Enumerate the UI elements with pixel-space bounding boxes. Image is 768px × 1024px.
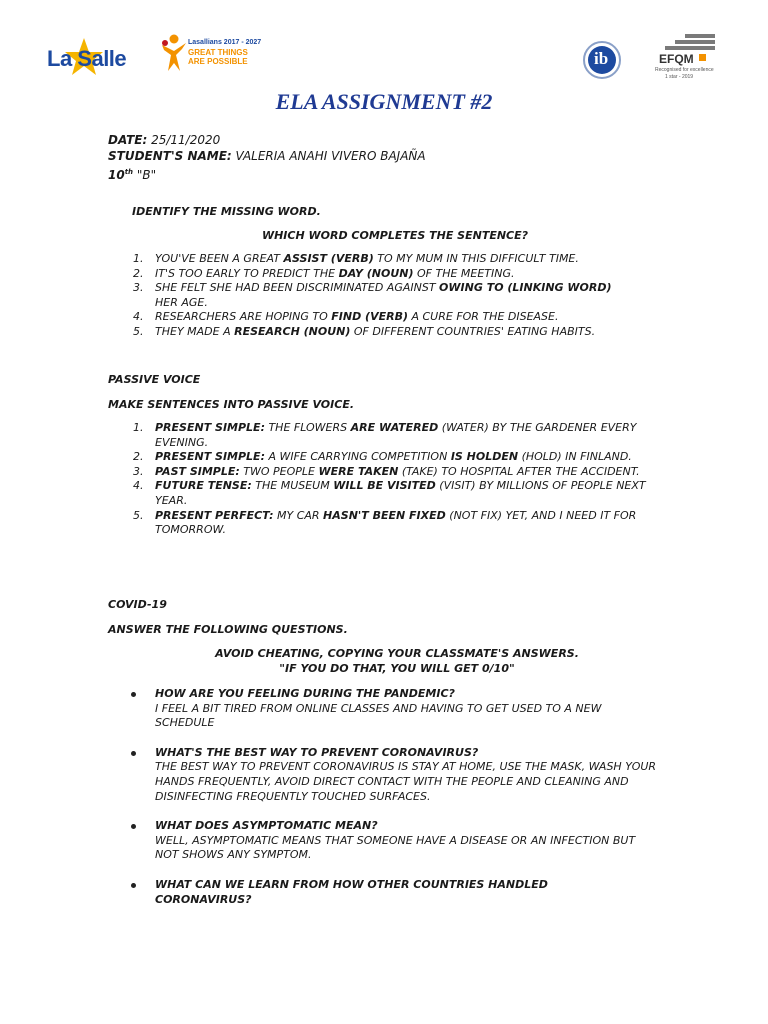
- date-label: DATE:: [108, 133, 148, 147]
- bullet-icon: [131, 824, 136, 829]
- section2-subheading: MAKE SENTENCES INTO PASSIVE VOICE.: [108, 398, 355, 411]
- grade-class: "B": [133, 168, 157, 182]
- lasallians-tagline-2: ARE POSSIBLE: [188, 57, 248, 66]
- question-text: WHAT DOES ASYMPTOMATIC MEAN?: [155, 819, 378, 833]
- section3-heading: COVID-19: [108, 598, 167, 611]
- grade-number: 10: [108, 168, 125, 182]
- page-title: ELA ASSIGNMENT #2: [275, 89, 493, 114]
- passive-voice-list: [133, 421, 660, 538]
- question-text: WHAT'S THE BEST WAY TO PREVENT CORONAVIRUS?: [155, 745, 479, 759]
- warning-line-2: "IF YOU DO THAT, YOU WILL GET 0/10": [279, 661, 515, 675]
- ib-logo: [578, 40, 626, 80]
- answer-text: I FEEL A BIT TIRED FROM ONLINE CLASSES AND HAVING TO GET USED TO A NEW SCHEDULE: [155, 701, 602, 730]
- lasallians-logo-text: Lasallians 2017 - 2027: [188, 39, 262, 46]
- ib-logo-text: ib: [594, 49, 609, 68]
- lasallians-figure-icon: [160, 33, 188, 73]
- date-value: 25/11/2020: [147, 133, 221, 147]
- list-item: [155, 878, 660, 907]
- lasallians-logo: [160, 33, 262, 78]
- list-item: 2. PRESENT SIMPLE: A WIFE CARRYING COMPETITION IS HOLDEN (HOLD) IN FINLAND.: [133, 450, 632, 464]
- list-item: 1. PRESENT SIMPLE: THE FLOWERS ARE WATERED (WATER) BY THE GARDENER EVERY EVENING.: [133, 421, 637, 449]
- date-line: [108, 132, 708, 148]
- list-item: 5. THEY MADE A RESEARCH (NOUN) OF DIFFERENT COUNTRIES' EATING HABITS.: [133, 324, 596, 338]
- answer-text: WELL, ASYMPTOMATIC MEANS THAT SOMEONE HAVE A DISEASE OR AN INFECTION BUT NOT SHOWS ANY SYMPTOM.: [155, 833, 636, 862]
- bullet-icon: [131, 751, 136, 756]
- section1-subheading: WHICH WORD COMPLETES THE SENTENCE?: [261, 229, 529, 242]
- bullet-icon: [131, 692, 136, 697]
- name-value: VALERIA ANAHI VIVERO BAJAÑA: [231, 149, 426, 163]
- list-item: 3. SHE FELT SHE HAD BEEN DISCRIMINATED AGAINST OWING TO (LINKING WORD) HER AGE.: [133, 281, 612, 309]
- header: [0, 0, 768, 95]
- list-item: [155, 819, 660, 863]
- section1-heading: IDENTIFY THE MISSING WORD.: [132, 205, 321, 218]
- cheating-warning: [0, 647, 768, 676]
- question-text: WHAT CAN WE LEARN FROM HOW OTHER COUNTRIES HANDLED CORONAVIRUS?: [155, 877, 548, 906]
- covid-qa-list: [155, 687, 660, 907]
- list-item: 4. RESEARCHERS ARE HOPING TO FIND (VERB) A CURE FOR THE DISEASE.: [133, 310, 559, 324]
- missing-word-list: [133, 252, 635, 340]
- list-item: 1. YOU'VE BEEN A GREAT ASSIST (VERB) TO MY MUM IN THIS DIFFICULT TIME.: [133, 252, 579, 265]
- answer-text: THE BEST WAY TO PREVENT CORONAVIRUS IS STAY AT HOME, USE THE MASK, WASH YOUR HANDS FREQUENTLY, AVOID DIRECT CONTACT WITH THE PEOPLE AND CLEANING AND DISINFECTING FREQUENTLY TOUCHED SURFACES.: [155, 760, 657, 803]
- grade-line: [108, 164, 708, 183]
- efqm-subtitle-2: 1 star - 2019: [665, 74, 694, 80]
- name-label: STUDENT'S NAME:: [108, 149, 232, 163]
- name-line: [108, 148, 708, 164]
- list-item: 3. PAST SIMPLE: TWO PEOPLE WERE TAKEN (TAKE) TO HOSPITAL AFTER THE ACCIDENT.: [133, 464, 640, 478]
- list-item: [155, 746, 660, 804]
- efqm-logo: [655, 34, 715, 89]
- warning-line-1: AVOID CHEATING, COPYING YOUR CLASSMATE'S ANSWERS.: [215, 647, 579, 660]
- efqm-logo-text: EFQM: [659, 52, 694, 66]
- bullet-icon: [131, 883, 136, 888]
- efqm-subtitle-1: Recognised for excellence: [655, 67, 714, 73]
- section2-heading: PASSIVE VOICE: [108, 373, 201, 386]
- grade-superscript: th: [124, 168, 134, 176]
- list-item: 4. FUTURE TENSE: THE MUSEUM WILL BE VISITED (VISIT) BY MILLIONS OF PEOPLE NEXT YEAR.: [133, 479, 646, 507]
- student-info: [108, 132, 708, 183]
- section3-subheading: ANSWER THE FOLLOWING QUESTIONS.: [108, 623, 348, 636]
- list-item: 2. IT'S TOO EARLY TO PREDICT THE DAY (NOUN) OF THE MEETING.: [133, 266, 515, 280]
- list-item: 5. PRESENT PERFECT: MY CAR HASN'T BEEN FIXED (NOT FIX) YET, AND I NEED IT FOR TOMORROW.: [133, 508, 637, 537]
- efqm-square-icon: [699, 54, 706, 61]
- question-text: HOW ARE YOU FEELING DURING THE PANDEMIC?: [155, 687, 455, 700]
- lasalle-logo: [47, 36, 157, 80]
- list-item: [155, 687, 660, 731]
- lasallians-tagline-1: GREAT THINGS: [188, 48, 248, 57]
- lasalle-logo-text: La Salle: [47, 46, 127, 71]
